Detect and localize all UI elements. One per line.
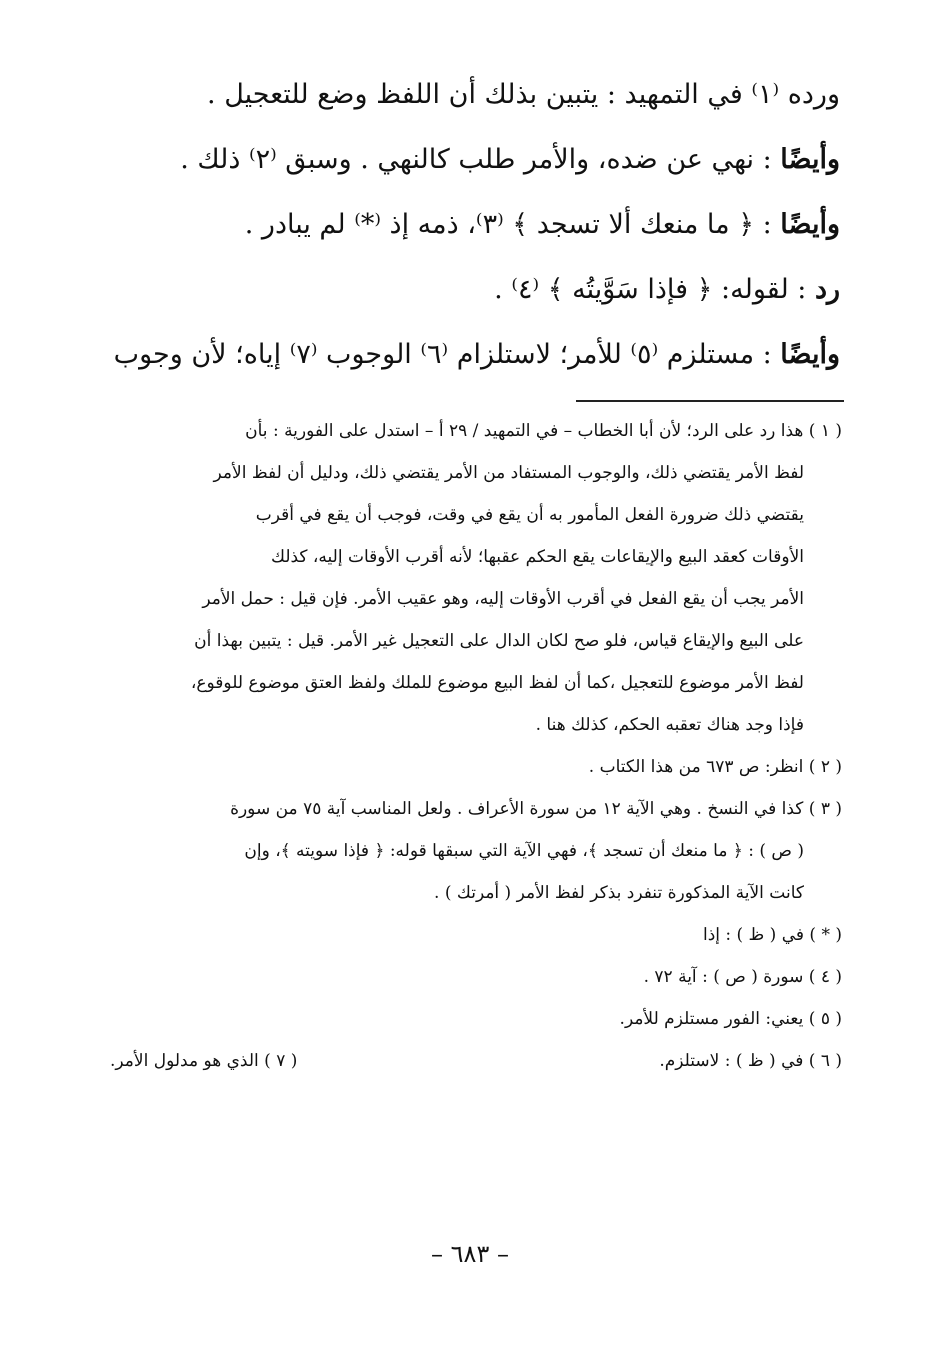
main-line-text: : لقوله: ﴿ فإذا سَوَّيتُه ﴾ ⁽٤⁾ .	[494, 274, 815, 305]
main-line-text: : مستلزم ⁽٥⁾ للأمر؛ لاستلزام ⁽٦⁾ الوجوب ⁽٧⁾ إياه؛ لأن وجوب	[113, 339, 781, 370]
footnote-5: ( ٥ ) يعني: الفور مستلزم للأمر.	[619, 1009, 842, 1029]
heading-word: رد	[814, 274, 840, 305]
footnote-1-line: لفظ الأمر يقتضي ذلك، والوجوب المستفاد من الأمر يقتضي ذلك، ودليل أن لفظ الأمر	[213, 463, 804, 483]
main-line-3	[110, 196, 840, 261]
footnote-7: ( ٧ ) الذي هو مدلول الأمر.	[110, 1051, 298, 1071]
main-line-4	[110, 261, 840, 326]
footnote-3-line: ( ٣ ) كذا في النسخ . وهي الآية ١٢ من سورة الأعراف . ولعل المناسب آية ٧٥ من سورة	[230, 799, 842, 819]
heading-word: وأيضًا	[780, 144, 840, 175]
heading-word: وأيضًا	[780, 209, 840, 240]
footnote-2: ( ٢ ) انظر: ص ٦٧٣ من هذا الكتاب .	[588, 757, 842, 777]
page-number: – ٦٨٣ –	[431, 1240, 509, 1268]
footnote-row-6-7	[110, 1040, 842, 1082]
footnotes	[110, 410, 842, 1082]
footnote-4: ( ٤ ) سورة ( ص ) : آية ٧٢ .	[643, 967, 842, 987]
main-line-text: : ﴿ ما منعك ألا تسجد ﴾ ⁽٣⁾، ذمه إذ ⁽*⁾ لم يبادر .	[244, 209, 781, 240]
footnote-1-line: لفظ الأمر موضوع للتعجيل ،كما أن لفظ البيع موضوع للملك ولفظ العتق موضوع للوقوع،	[190, 673, 804, 693]
footnote-3-line: كانت الآية المذكورة تنفرد بذكر لفظ الأمر ( أمرتك ) .	[434, 883, 804, 903]
footnote-1-line: فإذا وجد هناك تعقبه الحكم، كذلك هنا .	[535, 715, 804, 735]
footnote-3-line: ( ص ) : ﴿ ما منعك أن تسجد ﴾، فهي الآية التي سبقها قوله: ﴿ فإذا سويته ﴾، وإن	[244, 841, 804, 861]
footnote-1-line: على البيع والإيقاع قياس، فلو صح لكان الدال على التعجيل غير الأمر. قيل : يتبين بهذا أن	[194, 631, 804, 651]
main-line-1: ورده ⁽١⁾ في التمهيد : يتبين بذلك أن اللفظ وضع للتعجيل .	[207, 79, 840, 110]
footnote-star: ( * ) في ( ظ ) : إذا	[702, 925, 842, 945]
main-line-text: : نهي عن ضده، والأمر طلب كالنهي . وسبق ⁽٢⁾ ذلك .	[180, 144, 781, 175]
heading-word: وأيضًا	[780, 339, 840, 370]
footnote-6: ( ٦ ) في ( ظ ) : لاستلزم.	[659, 1051, 842, 1071]
footnote-1-line: الأوقات كعقد البيع والإيقاعات يقع الحكم عقبها؛ لأنه أقرب الأوقات إليه، كذلك	[271, 547, 804, 567]
footnote-1-line: الأمر يجب أن يقع الفعل في أقرب الأوقات إليه، وهو عقيب الأمر. فإن قيل : حمل الأمر	[202, 589, 804, 609]
footnote-separator	[576, 400, 844, 402]
footnote-1-line: ( ١ ) هذا رد على الرد؛ لأن أبا الخطاب – في التمهيد / ٢٩ أ – استدل على الفورية : بأن	[245, 421, 842, 441]
main-line-2	[110, 131, 840, 196]
main-text	[110, 66, 840, 391]
footnote-1-line: يقتضي ذلك ضرورة الفعل المأمور به أن يقع في وقت، فوجب أن يقع في أقرب	[255, 505, 804, 525]
main-line-5	[110, 326, 840, 391]
